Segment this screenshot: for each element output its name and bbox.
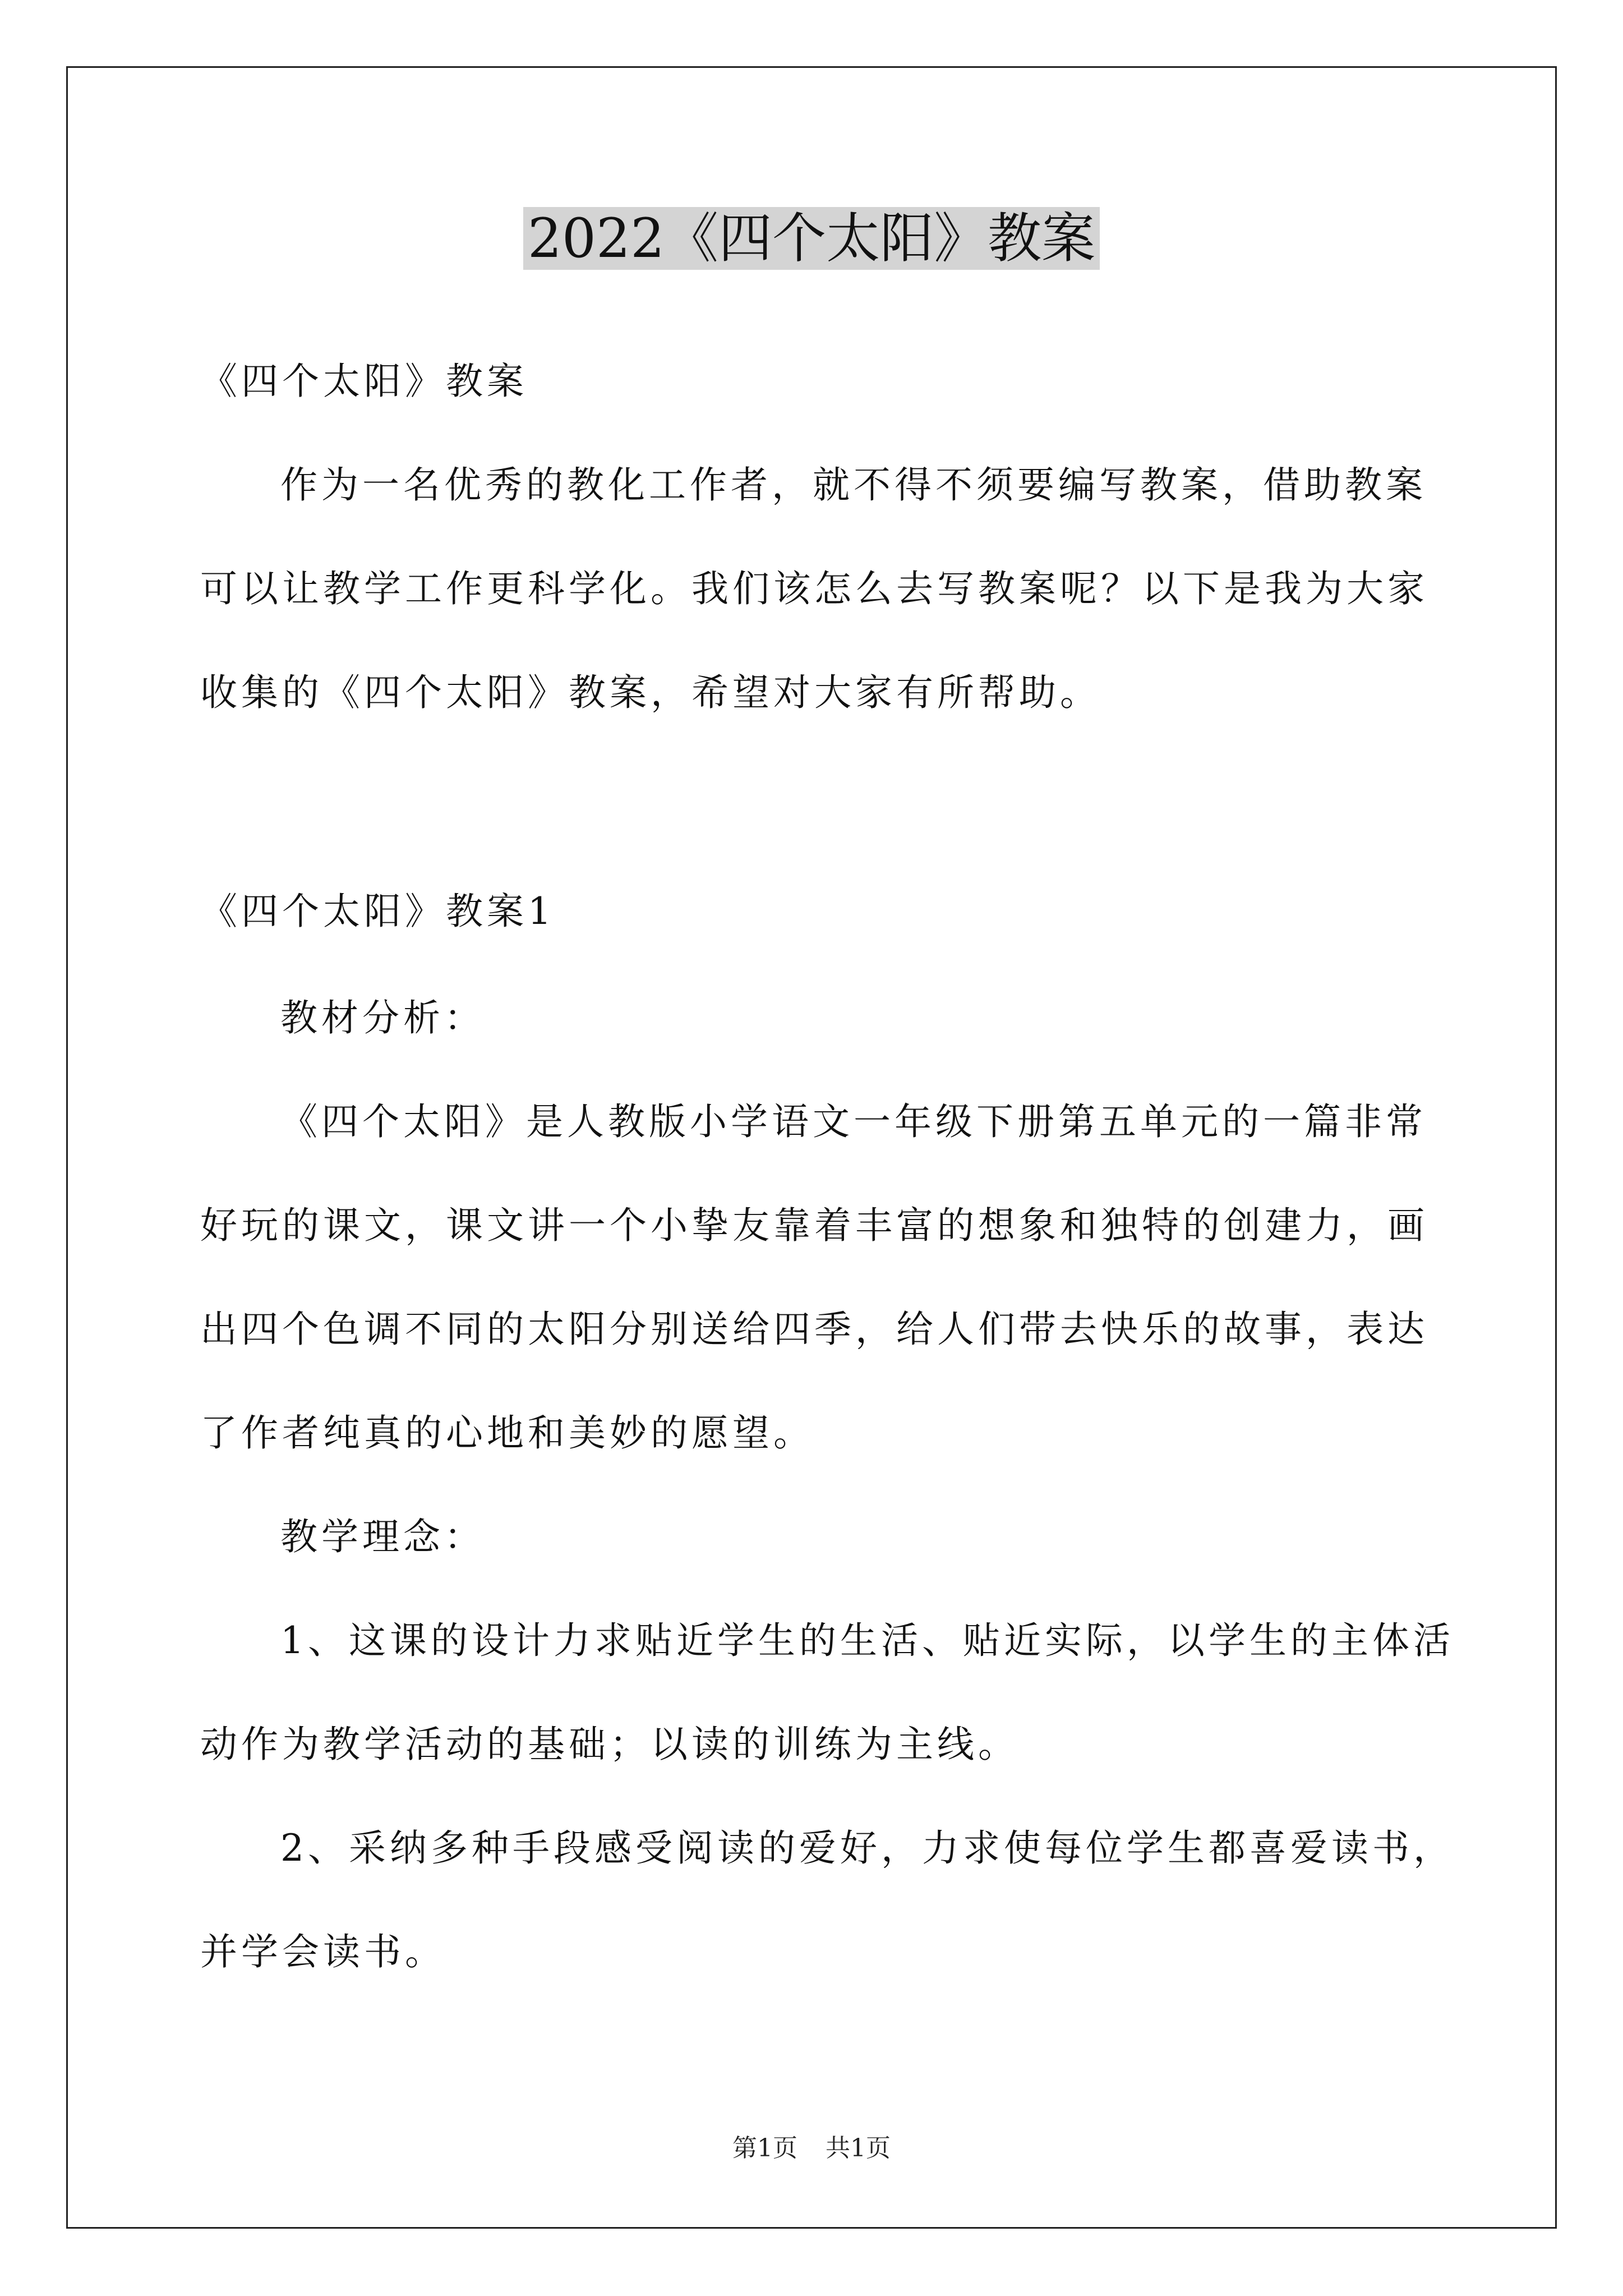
document-title-text: 2022《四个太阳》教案 — [523, 207, 1100, 270]
intro-paragraph-line-1: 作为一名优秀的教化工作者，就不得不须要编写教案，借助教案 — [280, 463, 1427, 507]
page-total: 共1页 — [826, 2134, 891, 2162]
philosophy-item-1-line-2: 动作为教学活动的基础；以读的训练为主线。 — [200, 1723, 1019, 1766]
intro-paragraph-line-3: 收集的《四个太阳》教案，希望对大家有所帮助。 — [200, 671, 1101, 714]
material-analysis-heading: 教材分析： — [280, 996, 485, 1039]
page-footer — [0, 2132, 1623, 2165]
analysis-paragraph-line-2: 好玩的课文，课文讲一个小挚友靠着丰富的想象和独特的创建力，画 — [200, 1204, 1428, 1247]
subtitle-line: 《四个太阳》教案 — [200, 360, 528, 403]
analysis-paragraph-line-1: 《四个太阳》是人教版小学语文一年级下册第五单元的一篇非常 — [280, 1100, 1427, 1143]
philosophy-item-2-line-1: 2、采纳多种手段感受阅读的爱好，力求使每位学生都喜爱读书， — [280, 1826, 1454, 1870]
document-title — [0, 202, 1623, 275]
analysis-paragraph-line-4: 了作者纯真的心地和美妙的愿望。 — [200, 1411, 814, 1455]
philosophy-item-1-line-1: 1、这课的设计力求贴近学生的生活、贴近实际，以学生的主体活 — [280, 1619, 1454, 1662]
page-number: 第1页 — [732, 2134, 797, 2162]
teaching-philosophy-heading: 教学理念： — [280, 1515, 485, 1558]
philosophy-item-2-line-2: 并学会读书。 — [200, 1930, 446, 1973]
intro-paragraph-line-2: 可以让教学工作更科学化。我们该怎么去写教案呢？以下是我为大家 — [200, 567, 1428, 610]
section-heading: 《四个太阳》教案1 — [200, 890, 555, 933]
analysis-paragraph-line-3: 出四个色调不同的太阳分别送给四季，给人们带去快乐的故事，表达 — [200, 1308, 1428, 1351]
